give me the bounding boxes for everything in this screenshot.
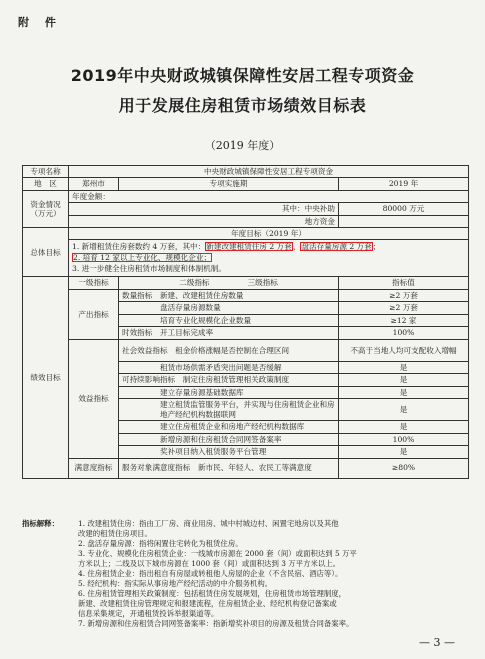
local-value [339,215,469,227]
p6-name: 奖补项目纳入租赁服务平台管理 [119,446,339,458]
col-header-level2-3 [119,277,339,289]
t1-name [119,327,339,339]
s1-name [119,339,339,361]
project-value: 中央财政城镇保障性安居工程专项资金 [69,166,469,178]
goal-line-1-end: ； [372,242,381,252]
page-number: — 3 — [419,636,455,649]
s1-text: 租金价格涨幅是否控制在合理区间 [175,345,290,355]
table-row [23,203,469,215]
table-row [23,458,469,478]
q2-value: ≥2 万套 [339,302,469,314]
p3-value: 是 [339,399,469,421]
table-row [23,228,469,277]
table-row [23,190,469,202]
quantity-label: 数量指标 [122,290,153,300]
s2-name: 租赁市场供需矛盾突出问题是否缓解 [119,361,339,373]
note-6b: 新建、改建租赁住房管理规定和报建流程，住房租赁企业、经纪机构登记备案或 [78,599,337,608]
q3-value: ≥12 家 [339,314,469,326]
table-row [23,339,469,361]
goal-line-1-mid: ， [292,242,301,252]
goal-line-2 [72,252,465,263]
goal-highlight-new-build: 新建改建租赁住房 2 万套 [206,242,292,252]
p1-value: 是 [339,374,469,386]
region-value: 郑州市 [69,178,119,190]
region-label: 地 区 [23,178,69,190]
col-header-value: 指标值 [339,277,469,289]
timeliness-label: 时效指标 [122,328,153,338]
p4-name: 建立住房租赁企业和房地产经纪机构数据库 [119,421,339,433]
p1-name [119,374,339,386]
p1-text: 制定住房租赁管理相关政策制度 [182,375,290,385]
s2-value: 是 [339,361,469,373]
m1-value: ≥80% [339,458,469,478]
annual-funds: 年度金额： [69,190,469,202]
note-7: 7. 新增房源和住房租赁合同网签备案率：指新增奖补项目的房源及租赁合同备案率。 [78,619,354,628]
satisfaction-label: 满意度指标 [69,458,119,478]
overall-goal-label: 总体目标 [23,228,69,277]
note-2: 2. 盘活存量房源：指将闲置住宅转化为租赁住房。 [78,539,243,548]
p6-value: 是 [339,446,469,458]
t1-text: 开工目标完成率 [159,328,214,338]
m1-name [119,458,339,478]
social-label: 社会效益指标 [122,345,168,355]
benefit-label: 效益指标 [69,339,119,458]
q2-name: 盘活存量房源数量 [119,302,339,314]
period-label: 专项实施期 [119,178,339,190]
overall-goal-cell [69,228,469,277]
p5-value: 100% [339,433,469,445]
t1-value: 100% [339,327,469,339]
s1-value: 不高于当地人均可支配收入增幅 [339,339,469,361]
note-4: 4. 住房租赁企业：指出租自有房屋或转租他人房屋的企业（不含民宿、酒店等）。 [78,569,343,578]
q3-name: 培育专业化规模化企业数量 [119,314,339,326]
p3-name: 建立租赁监管服务平台，并实现与住房租赁企业和房地产经纪机构数据联网 [119,399,339,421]
sustain-label: 可持续影响指标 [122,375,176,385]
goal-line-1 [72,241,465,252]
funds-label: 资金情况（万元） [23,190,69,227]
note-3a: 3. 专业化、规模化住房租赁企业：一线城市房源在 2000 套（间）或面积达到 5 万平 [78,549,357,558]
col-header-level2: 二级指标 [179,278,210,288]
m1-text: 新市民、年轻人、农民工等满意度 [197,463,312,473]
note-1b: 改建的租赁住房项目。 [78,529,152,538]
note-3b: 方米以上；二线及以下城市房源在 1000 套（间）或面积达到 3 万平方米以上。 [78,559,341,568]
table-row [23,289,469,301]
notes-lead: 指标解释： [22,519,59,528]
goal-highlight-enterprises: 2. 培育 12 家以上专业化、规模化企业； [73,253,212,263]
table-row [23,277,469,289]
central-value: 80000 万元 [339,203,469,215]
service-sat-label: 服务对象满意度指标 [122,463,191,473]
year-label: （2019 年度） [204,139,281,152]
note-6a: 6. 住房租赁管理相关政策制度：包括租赁住房发展规划，住房租赁市场管理制度， [78,589,347,598]
goal-highlight-existing-stock: 盘活存量房源 2 万套 [301,242,372,252]
local-label: 地方资金 [69,215,339,227]
title-line-2: 用于发展住房租赁市场绩效目标表 [118,96,367,115]
note-6c: 信息采集规定，开通租赁投诉举报渠道等。 [78,609,219,618]
period-value: 2019 年 [339,178,469,190]
q1-value: ≥2 万套 [339,289,469,301]
project-label: 专项名称 [23,166,69,178]
col-header-level1: 一级指标 [69,277,119,289]
p4-value: 是 [339,421,469,433]
table-row [23,166,469,178]
q1-name [119,289,339,301]
performance-table [22,165,469,479]
central-label: 其中：中央补助 [69,203,339,215]
q1-text: 新建、改建租赁住房数量 [159,290,244,300]
goal-line-3: 3. 进一步健全住房租赁市场制度和体制机制。 [72,264,226,274]
attachment-label: 附 件 [18,16,62,29]
goal-line-1-pre: 1. 新增租赁住房套数约 4 万套，其中： [72,242,206,252]
output-label: 产出指标 [69,289,119,339]
note-1a: 1. 改建租赁住房：指由工厂房、商业用房、城中村城边村、闲置宅地房以及其他 [78,519,339,528]
p2-name: 建立存量房源基础数据库 [119,386,339,398]
performance-label: 绩效目标 [23,277,69,478]
p2-value: 是 [339,386,469,398]
table-row [23,215,469,227]
indicator-notes [22,519,468,629]
title-line-1: 2019年中央财政城镇保障性安居工程专项资金 [70,66,415,85]
col-header-level3: 三级指标 [247,278,278,288]
table-row [23,178,469,190]
annual-goal-title: 年度目标（2019 年） [69,229,468,240]
p5-name: 新增房源和住房租赁合同网签备案率 [119,433,339,445]
note-5: 5. 经纪机构：指实际从事房地产经纪活动的中介服务机构。 [78,579,273,588]
